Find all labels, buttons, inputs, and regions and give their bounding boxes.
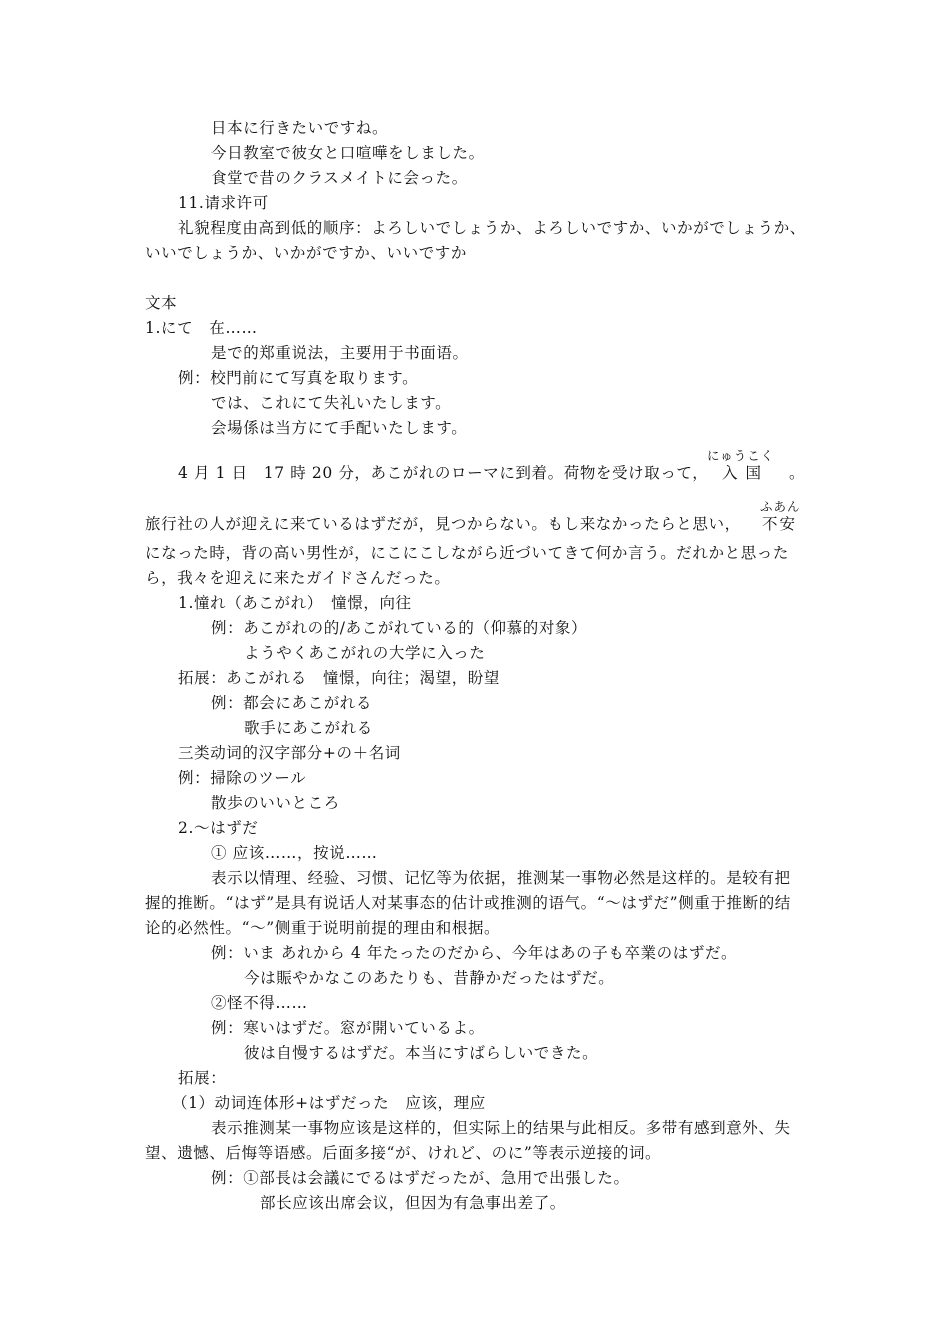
section-heading: 11.请求许可 xyxy=(178,194,269,212)
meaning-line: ① 应该……，按说…… xyxy=(211,844,378,862)
paragraph-line: 拓展： xyxy=(178,1069,227,1087)
ruby-base: 不安 xyxy=(762,515,798,533)
section-heading: 1.にて 在…… xyxy=(145,319,258,337)
example-sentence: 日本に行きたいですね。 xyxy=(211,119,389,137)
ruby-base: 入国 xyxy=(722,464,770,482)
paragraph-line: 礼貌程度由高到低的顺序：よろしいでしょうか、よろしいですか、いかがでしょうか、 xyxy=(178,219,806,237)
example-sentence: 今日教室で彼女と口喧嘩をしました。 xyxy=(211,144,485,162)
vocab-heading: 1.憧れ（あこがれ） 憧憬，向往 xyxy=(178,594,412,612)
passage-line: ら，我々を迎えに来たガイドさんだった。 xyxy=(145,569,451,587)
meaning-line: ②怪不得…… xyxy=(211,994,308,1012)
paragraph-line: 握的推断。“はず”是具有说话人对某事态的估计或推测的语气。“～はずだ”侧重于推断的结 xyxy=(145,894,791,912)
example-sentence: 会場係は当方にて手配いたします。 xyxy=(211,419,468,437)
example-sentence: ようやくあこがれの大学に入った xyxy=(244,644,486,662)
example-sentence: 散歩のいいところ xyxy=(211,794,340,812)
section-title: 文本 xyxy=(145,294,178,312)
ruby-reading: ふあん xyxy=(760,499,801,514)
grammar-heading: 2.～はずだ xyxy=(178,819,259,837)
paragraph-line: 拓展：あこがれる 憧憬，向往；渴望，盼望 xyxy=(178,669,501,687)
translation-line: 部长应该出席会议，但因为有急事出差了。 xyxy=(260,1194,566,1212)
example-sentence: 食堂で昔のクラスメイトに会った。 xyxy=(211,169,468,187)
example-sentence: 例：いま あれから 4 年たったのだから、今年はあの子も卒業のはずだ。 xyxy=(211,944,738,962)
example-sentence: 例：都会にあこがれる xyxy=(211,694,373,712)
paragraph-line: 论的必然性。“～”侧重于说明前提的理由和根据。 xyxy=(145,919,501,937)
passage-punctuation: 。 xyxy=(789,464,806,482)
example-sentence: 例：寒いはずだ。窓が開いているよ。 xyxy=(211,1019,485,1037)
example-sentence: 今は賑やかなこのあたりも、昔静かだったはずだ。 xyxy=(244,969,615,987)
passage-line: 4 月 1 日 17 時 20 分，あこがれのローマに到着。荷物を受け取って， xyxy=(178,464,709,482)
subsection-heading: （1）动词连体形+はずだった 应该，理应 xyxy=(172,1094,486,1112)
ruby-reading: にゅうこく xyxy=(707,448,775,463)
paragraph-line: 是で的郑重说法，主要用于书面语。 xyxy=(211,344,469,362)
paragraph-line: 表示以情理、经验、习惯、记忆等为依据，推测某一事物必然是这样的。是较有把 xyxy=(211,869,791,887)
example-sentence: 例：あこがれの的/あこがれている的（仰慕的对象） xyxy=(211,619,588,637)
example-sentence: では、これにて失礼いたします。 xyxy=(211,394,452,412)
paragraph-line: 三类动词的汉字部分+の＋名词 xyxy=(178,744,401,762)
example-sentence: 彼は自慢するはずだ。本当にすばらしいできた。 xyxy=(244,1044,599,1062)
example-sentence: 歌手にあこがれる xyxy=(244,719,373,737)
paragraph-line: いいでしょうか、いかがですか、いいですか xyxy=(145,244,468,262)
example-sentence: 例：掃除のツール xyxy=(178,769,307,787)
passage-line: 旅行社の人が迎えに来ているはずだが，見つからない。もし来なかったらと思い， xyxy=(145,515,741,533)
example-sentence: 例：校門前にて写真を取ります。 xyxy=(178,369,419,387)
paragraph-line: 望、遗憾、后悔等语感。后面多接“が、けれど、のに”等表示逆接的词。 xyxy=(145,1144,662,1162)
paragraph-line: 表示推测某一事物应该是这样的，但实际上的结果与此相反。多带有感到意外、失 xyxy=(211,1119,791,1137)
example-sentence: 例：①部長は会議にでるはずだったが、急用で出張した。 xyxy=(211,1169,630,1187)
passage-line: になった時，背の高い男性が，にこにこしながら近づいてきて何か言う。だれかと思った xyxy=(145,544,790,562)
